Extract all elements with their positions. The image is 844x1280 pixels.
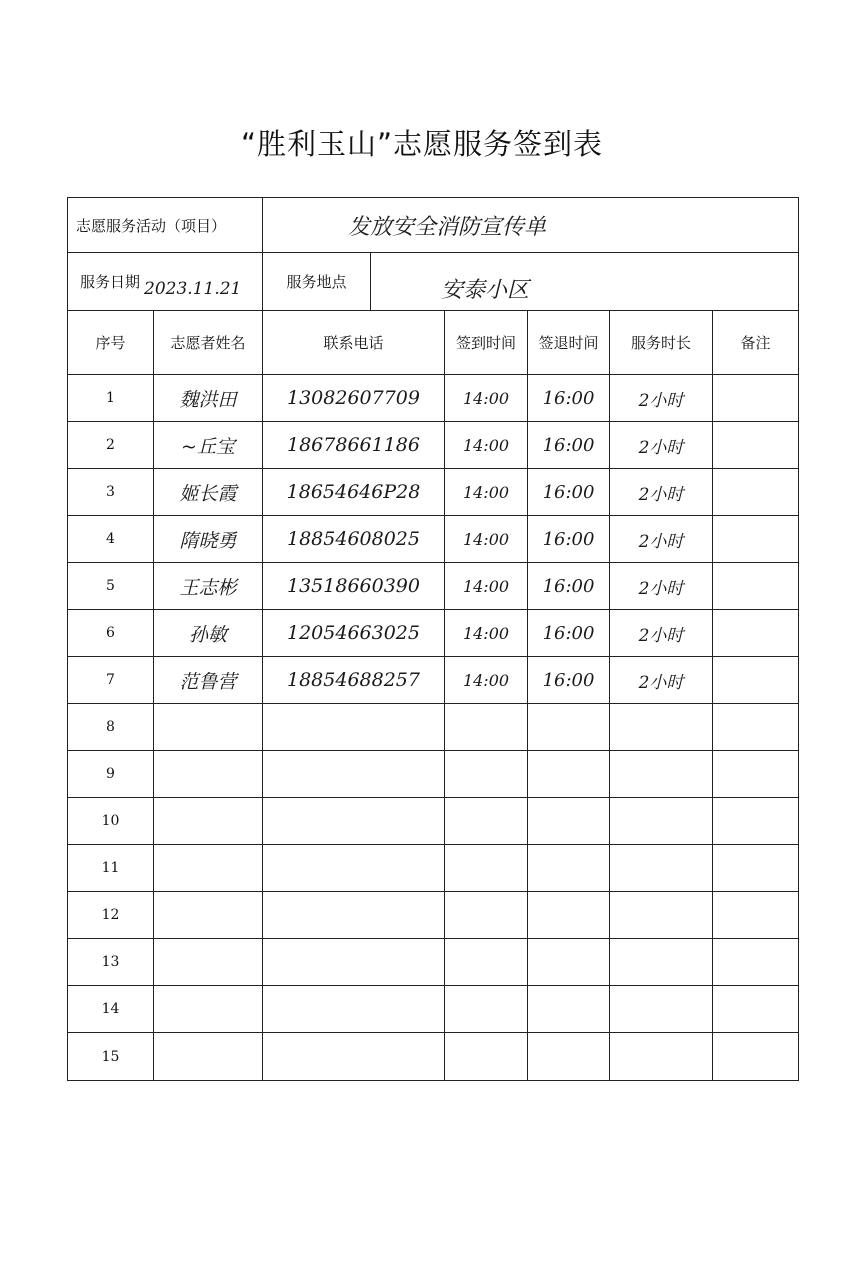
- location-value: 安泰小区: [441, 278, 530, 303]
- table-row: [68, 751, 798, 798]
- signin-time: [445, 798, 528, 844]
- signout-time: [528, 798, 610, 844]
- phone-number: [263, 704, 445, 750]
- signin-time: [445, 892, 528, 938]
- volunteer-name: [154, 1033, 263, 1080]
- table-row: [68, 375, 798, 422]
- signout-time: [528, 986, 610, 1032]
- remark: [713, 516, 798, 562]
- activity-label: 志愿服务活动（项目）: [68, 198, 263, 252]
- remark: [713, 422, 798, 468]
- volunteer-name: 姬长霞: [154, 469, 263, 515]
- signout-time: 16:00: [528, 516, 610, 562]
- signin-table: [67, 197, 799, 1081]
- phone-number: [263, 986, 445, 1032]
- signout-time: [528, 845, 610, 891]
- row-number: 4: [68, 516, 154, 562]
- row-number: 1: [68, 375, 154, 421]
- row-number: 7: [68, 657, 154, 703]
- table-row: [68, 422, 798, 469]
- phone-number: 18678661186: [263, 422, 445, 468]
- service-duration: [610, 704, 713, 750]
- volunteer-name: 孙敏: [154, 610, 263, 656]
- volunteer-name: [154, 845, 263, 891]
- phone-number: [263, 1033, 445, 1080]
- remark: [713, 845, 798, 891]
- service-duration: [610, 751, 713, 797]
- signin-time: [445, 1033, 528, 1080]
- remark: [713, 375, 798, 421]
- table-row: [68, 657, 798, 704]
- col-header-no: 序号: [68, 311, 154, 374]
- signin-time: 14:00: [445, 657, 528, 703]
- table-row: [68, 798, 798, 845]
- volunteer-name: [154, 798, 263, 844]
- phone-number: 18854688257: [263, 657, 445, 703]
- date-value: 2023.11.21: [144, 278, 242, 299]
- phone-number: [263, 939, 445, 985]
- signin-time: 14:00: [445, 516, 528, 562]
- service-duration: [610, 986, 713, 1032]
- row-number: 12: [68, 892, 154, 938]
- table-row: [68, 516, 798, 563]
- volunteer-name: [154, 892, 263, 938]
- volunteer-name: [154, 751, 263, 797]
- table-row: [68, 845, 798, 892]
- table-row: [68, 892, 798, 939]
- service-duration: [610, 798, 713, 844]
- signout-time: [528, 751, 610, 797]
- remark: [713, 1033, 798, 1080]
- signout-time: 16:00: [528, 422, 610, 468]
- row-number: 2: [68, 422, 154, 468]
- table-row: [68, 939, 798, 986]
- date-label: 服务日期: [80, 273, 141, 291]
- remark: [713, 657, 798, 703]
- signout-time: 16:00: [528, 563, 610, 609]
- date-location-row: [68, 253, 798, 311]
- date-cell: [68, 253, 263, 310]
- phone-number: 18654646P28: [263, 469, 445, 515]
- table-row: [68, 986, 798, 1033]
- phone-number: [263, 892, 445, 938]
- volunteer-name: 魏洪田: [154, 375, 263, 421]
- volunteer-name: 王志彬: [154, 563, 263, 609]
- phone-number: 18854608025: [263, 516, 445, 562]
- table-row: [68, 563, 798, 610]
- row-number: 13: [68, 939, 154, 985]
- service-duration: 2小时: [610, 610, 713, 656]
- column-header-row: [68, 311, 798, 375]
- service-duration: 2小时: [610, 657, 713, 703]
- table-body: [68, 375, 798, 1080]
- phone-number: [263, 751, 445, 797]
- signout-time: [528, 704, 610, 750]
- signin-time: 14:00: [445, 422, 528, 468]
- signout-time: 16:00: [528, 657, 610, 703]
- row-number: 5: [68, 563, 154, 609]
- row-number: 6: [68, 610, 154, 656]
- remark: [713, 563, 798, 609]
- phone-number: 12054663025: [263, 610, 445, 656]
- remark: [713, 939, 798, 985]
- service-duration: [610, 1033, 713, 1080]
- row-number: 3: [68, 469, 154, 515]
- remark: [713, 610, 798, 656]
- table-row: [68, 1033, 798, 1080]
- signout-time: [528, 939, 610, 985]
- activity-value: 发放安全消防宣传单: [348, 214, 547, 240]
- table-row: [68, 704, 798, 751]
- service-duration: 2小时: [610, 516, 713, 562]
- row-number: 8: [68, 704, 154, 750]
- remark: [713, 704, 798, 750]
- signin-time: [445, 751, 528, 797]
- remark: [713, 892, 798, 938]
- row-number: 11: [68, 845, 154, 891]
- volunteer-name: [154, 986, 263, 1032]
- col-header-tel: 联系电话: [263, 311, 445, 374]
- service-duration: 2小时: [610, 375, 713, 421]
- signout-time: 16:00: [528, 610, 610, 656]
- signout-time: [528, 892, 610, 938]
- form-title: “胜利玉山”志愿服务签到表: [240, 127, 604, 161]
- location-label: 服务地点: [263, 253, 371, 310]
- row-number: 9: [68, 751, 154, 797]
- table-row: [68, 610, 798, 657]
- remark: [713, 798, 798, 844]
- phone-number: [263, 798, 445, 844]
- signin-time: [445, 939, 528, 985]
- row-number: 14: [68, 986, 154, 1032]
- volunteer-name: 隋晓勇: [154, 516, 263, 562]
- col-header-note: 备注: [740, 334, 771, 352]
- signin-time: [445, 704, 528, 750]
- signin-time: [445, 845, 528, 891]
- table-row: [68, 469, 798, 516]
- service-duration: 2小时: [610, 469, 713, 515]
- service-duration: [610, 892, 713, 938]
- phone-number: 13518660390: [263, 563, 445, 609]
- row-number: 15: [68, 1033, 154, 1080]
- col-header-name: 志愿者姓名: [154, 311, 263, 374]
- row-number: 10: [68, 798, 154, 844]
- signin-time: 14:00: [445, 469, 528, 515]
- phone-number: 13082607709: [263, 375, 445, 421]
- remark: [713, 986, 798, 1032]
- col-header-signin: 签到时间: [445, 311, 528, 374]
- signout-time: [528, 1033, 610, 1080]
- remark: [713, 469, 798, 515]
- signin-time: 14:00: [445, 563, 528, 609]
- signout-time: 16:00: [528, 469, 610, 515]
- service-duration: [610, 939, 713, 985]
- volunteer-name: [154, 939, 263, 985]
- col-header-signout: 签退时间: [528, 311, 610, 374]
- signout-time: 16:00: [528, 375, 610, 421]
- col-header-duration: 服务时长: [610, 311, 713, 374]
- signin-time: 14:00: [445, 610, 528, 656]
- service-duration: [610, 845, 713, 891]
- remark: [713, 751, 798, 797]
- service-duration: 2小时: [610, 422, 713, 468]
- volunteer-name: ~丘宝: [154, 422, 263, 468]
- activity-row: [68, 198, 798, 253]
- signin-time: [445, 986, 528, 1032]
- signin-time: 14:00: [445, 375, 528, 421]
- volunteer-name: [154, 704, 263, 750]
- phone-number: [263, 845, 445, 891]
- volunteer-name: 范鲁营: [154, 657, 263, 703]
- service-duration: 2小时: [610, 563, 713, 609]
